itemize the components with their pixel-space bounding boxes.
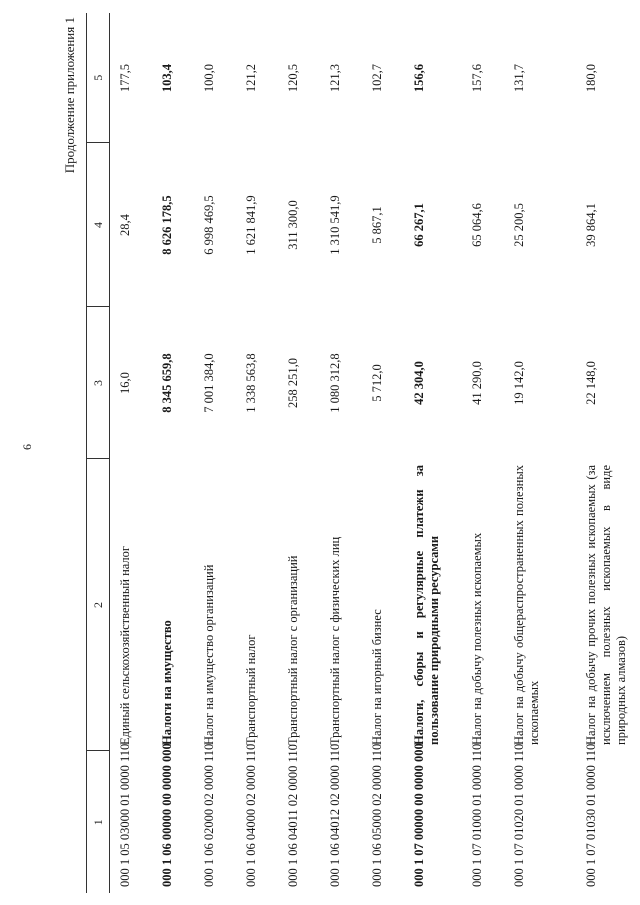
column-3-value: 41 290,0	[470, 361, 484, 405]
column-header: 3	[87, 307, 110, 459]
column-3-value: 22 148,0	[584, 361, 598, 405]
column-4-value: 6 998 469,5	[202, 195, 216, 255]
budget-code-cell: 000 1 06 05000 02 0000 110	[370, 743, 384, 887]
column-header: 4	[87, 143, 110, 307]
column-4-value: 5 867,1	[370, 206, 384, 244]
column-4-value: 65 064,6	[470, 203, 484, 247]
table-row	[236, 13, 278, 893]
budget-code-cell: 000 1 06 04000 02 0000 110	[244, 743, 258, 887]
page-number: 6	[20, 444, 34, 450]
column-4-value: 1 310 541,9	[328, 195, 342, 255]
column-5-value: 156,6	[412, 63, 426, 93]
column-3-value: 19 142,0	[512, 361, 526, 405]
column-5-value: 103,4	[160, 63, 174, 93]
budget-code-cell: 000 1 06 04011 02 0000 110	[286, 744, 300, 887]
budget-code-cell: 000 1 06 02000 02 0000 110	[202, 743, 216, 887]
revenue-name-cell: Транспортный налог с физических лиц	[328, 536, 342, 745]
revenue-name-cell: Налог на добычу прочих полезных ископаемых (за исключением полезных ископаемых в виде природных алмазов)	[584, 465, 628, 745]
budget-code-cell: 000 1 06 00000 00 0000 000	[160, 743, 174, 887]
column-4-value: 28,4	[118, 214, 132, 236]
column-5-value: 131,7	[512, 63, 526, 93]
column-3-value: 16,0	[118, 372, 132, 394]
column-header: 2	[87, 459, 110, 751]
table-row	[194, 13, 236, 893]
budget-code-cell: 000 1 07 00000 00 0000 000	[412, 743, 426, 887]
rotated-page-content	[60, 13, 628, 893]
column-4-value: 1 621 841,9	[244, 195, 258, 255]
revenue-table	[86, 13, 640, 893]
table-row	[362, 13, 404, 893]
column-4-value: 8 626 178,5	[160, 195, 174, 255]
column-5-value: 121,2	[244, 63, 258, 93]
column-4-value: 25 200,5	[512, 203, 526, 247]
table-row	[152, 13, 194, 893]
revenue-name-cell: Налог на добычу полезных ископаемых	[470, 532, 484, 745]
column-4-value: 66 267,1	[412, 203, 426, 247]
revenue-name-cell: Транспортный налог с организаций	[286, 555, 300, 745]
column-3-value: 1 080 312,8	[328, 353, 342, 413]
table-row	[462, 13, 504, 893]
column-5-value: 177,5	[118, 63, 132, 93]
budget-code-cell: 000 1 06 04012 02 0000 110	[328, 743, 342, 887]
column-5-value: 100,0	[202, 63, 216, 93]
column-5-value: 180,0	[584, 63, 598, 93]
column-3-value: 258 251,0	[286, 358, 300, 408]
column-5-value: 102,7	[370, 63, 384, 93]
column-3-value: 8 345 659,8	[160, 353, 174, 413]
table-row	[278, 13, 320, 893]
column-5-value: 121,3	[328, 63, 342, 93]
table-header-row	[87, 13, 110, 893]
column-4-value: 311 300,0	[286, 200, 300, 250]
table-row	[110, 13, 153, 893]
revenue-name-cell: Налоги на имущество	[160, 620, 174, 745]
budget-code-cell: 000 1 07 01000 01 0000 110	[470, 743, 484, 887]
column-header: 1	[87, 751, 110, 893]
column-3-value: 5 712,0	[370, 364, 384, 402]
column-3-value: 42 304,0	[412, 361, 426, 405]
column-3-value: 7 001 384,0	[202, 353, 216, 413]
table-row	[404, 13, 462, 893]
column-5-value: 120,5	[286, 63, 300, 93]
column-header: 5	[87, 13, 110, 143]
table-row	[504, 13, 576, 893]
column-5-value: 157,6	[470, 63, 484, 93]
revenue-name-cell: Налог на добычу общераспространенных полезных ископаемых	[512, 465, 541, 745]
table-row	[576, 13, 640, 893]
budget-code-cell: 000 1 05 03000 01 0000 110	[118, 743, 132, 887]
revenue-name-cell: Налоги, сборы и регулярные платежи за пользование природными ресурсами	[412, 465, 441, 745]
revenue-name-cell: Налог на игорный бизнес	[370, 609, 384, 745]
column-3-value: 1 338 563,8	[244, 353, 258, 413]
budget-code-cell: 000 1 07 01030 01 0000 110	[584, 743, 598, 887]
revenue-name-cell: Единый сельскохозяйственный налог	[118, 545, 132, 745]
appendix-caption: Продолжение приложения 1	[62, 17, 77, 174]
table-row	[320, 13, 362, 893]
column-4-value: 39 864,1	[584, 203, 598, 247]
revenue-name-cell: Налог на имущество организаций	[202, 564, 216, 745]
revenue-name-cell: Транспортный налог	[244, 634, 258, 745]
budget-code-cell: 000 1 07 01020 01 0000 110	[512, 743, 526, 887]
